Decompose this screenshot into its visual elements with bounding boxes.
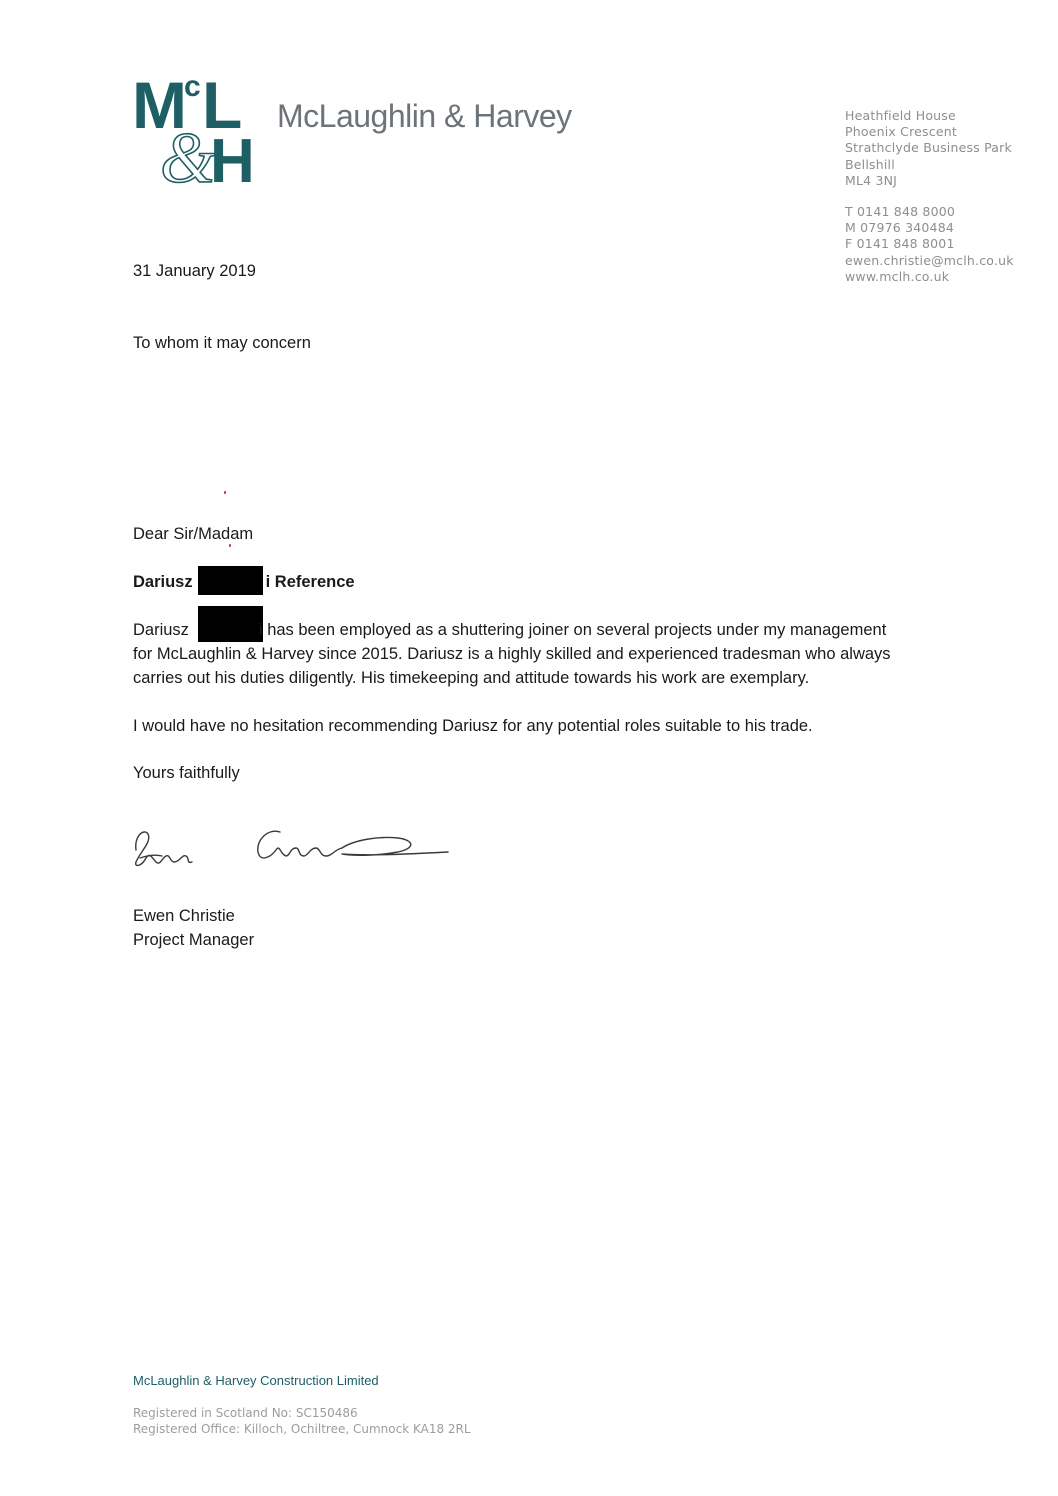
mobile-line: M 07976 340484 (845, 220, 955, 236)
subject-prefix: Dariusz (133, 573, 193, 591)
fax-line: F 0141 848 8001 (845, 236, 955, 252)
para1-line3: carries out his duties diligently. His timekeeping and attitude towards his work are exemplary. (133, 669, 810, 687)
para1-line2: for McLaughlin & Harvey since 2015. Dariusz is a highly skilled and experienced tradesman who always (133, 645, 891, 663)
website-line: www.mclh.co.uk (845, 268, 950, 284)
registration-number: Registered in Scotland No: SC150486 (133, 1406, 358, 1420)
address-block (845, 108, 1014, 285)
registered-office: Registered Office: Killoch, Ochiltree, Cumnock KA18 2RL (133, 1422, 471, 1436)
svg-text:M: M (132, 70, 183, 142)
para1-line1: i has been employed as a shuttering joiner on several projects under my management (258, 621, 887, 639)
salutation: Dear Sir/Madam (133, 525, 254, 543)
company-name: McLaughlin & Harvey (277, 98, 572, 134)
svg-text:L: L (202, 70, 243, 142)
email-line: ewen.christie@mclh.co.uk (845, 252, 1014, 268)
svg-text:c: c (184, 70, 201, 103)
phone-line: T 0141 848 8000 (845, 204, 956, 220)
signer-name: Ewen Christie (133, 907, 235, 925)
body-paragraph-1 (133, 618, 891, 690)
body-paragraph-2: I would have no hesitation recommending Dariusz for any potential roles suitable to his trade. (133, 717, 813, 735)
svg-text:H: H (210, 127, 255, 188)
signer-title: Project Manager (133, 931, 255, 949)
redaction-box (198, 566, 263, 595)
handwritten-signature (130, 818, 460, 880)
footer-registration (133, 1405, 471, 1437)
address-line: ML4 3NJ (845, 172, 898, 188)
recipient-line: To whom it may concern (133, 334, 311, 352)
closing: Yours faithfully (133, 764, 240, 782)
para1-prefix: Dariusz (133, 621, 189, 639)
address-line: Bellshill (845, 156, 895, 172)
address-line: Heathfield House (845, 108, 956, 123)
address-line: Phoenix Crescent (845, 124, 957, 140)
subject-suffix: i Reference (265, 573, 355, 591)
company-logo (132, 70, 272, 188)
letter-date: 31 January 2019 (133, 262, 256, 280)
address-line: Strathclyde Business Park (845, 140, 1012, 156)
svg-text:&: & (160, 118, 217, 188)
footer-company: McLaughlin & Harvey Construction Limited (133, 1373, 379, 1388)
scan-speck (224, 491, 226, 494)
